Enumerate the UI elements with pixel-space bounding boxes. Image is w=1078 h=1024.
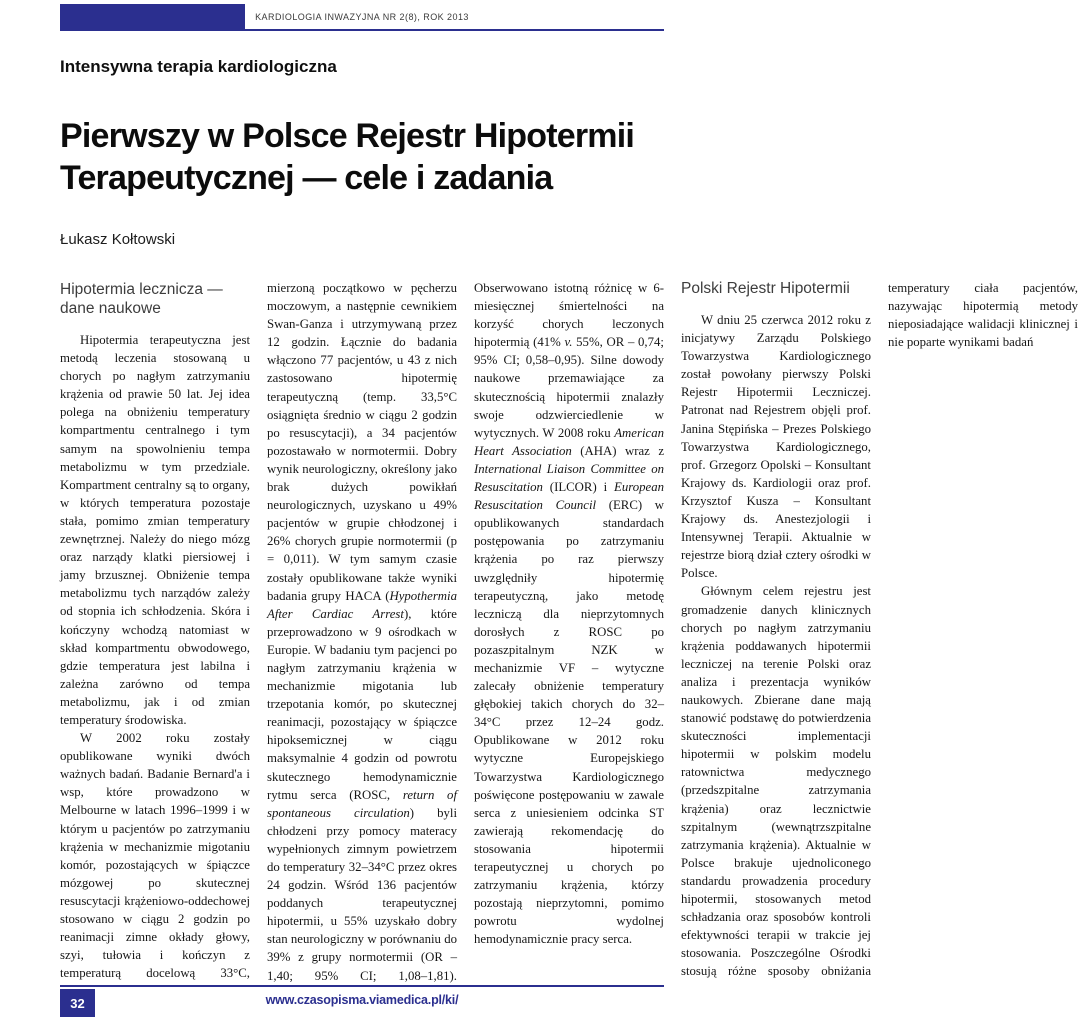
author-name: Łukasz Kołtowski [60, 231, 176, 248]
journal-title: KARDIOLOGIA INWAZYJNA NR 2(8), ROK 2013 [255, 12, 469, 22]
paragraph: Głównym celem rejestru jest gromadzenie danych klinicznych chorych po nagłym zatrzymaniu krążenia poddawanych hipotermii leczniczej na terenie Polski oraz analiza i prezentacja wyników naukowych. Zbierane dane mają stanowić podstawę do potwierdzenia skuteczności implementacji hipotermii w polskim modelu ratownictwa medycznego (przedszpitalne zatrzymania krążenia) oraz lecznictwie szpitalnym (wewnątrzszpitalne zatrzymania krążenia). Aktualnie w Polsce brakuje ujednoliconego standardu prowadzenia procedury hipotermii, stosowanych metod schładzania oraz sposobów kontroli efektywności terapii w trakcie jej stosowania. Poszczególne Ośrodki stosują różne sposoby obniżania temperatury ciała pacjentów, nazywając hipotermią metody nieposiadające walidacji klinicznej i nie poparte wynikami badań [681, 281, 1078, 979]
article-title: Pierwszy w Polsce Rejestr Hipotermii Terapeutycznej — cele i zadania [60, 117, 634, 197]
journal-header [60, 0, 664, 31]
article-body [60, 279, 1078, 985]
paragraph: Hipotermia terapeutyczna jest metodą leczenia stosowaną u chorych po nagłym zatrzymaniu krążenia od prawie 50 lat. Jej idea polega na obniżeniu temperatury kompartmentu centralnego i tym samym na spowolnieniu tempa metabolizmu w tym przedziale. Kompartment centralny są to organy, w których temperatura pozostaje stała, pomimo zmian temperatury zewnętrznej. Należy do niego mózg oraz narządy klatki piersiowej i jamy brzusznej. Obniżenie tempa metabolizmu tych narządów zależy od stopnia ich schłodzenia. Skóra i kończyny wchodzą natomiast w skład kompartmentu obwodowego, gdzie temperatura jest labilna i zależna zarówno od tempa metabolizmu, jak i od zmian temperatury środowiska. [60, 333, 250, 727]
footer [60, 985, 664, 1018]
section-label: Intensywna terapia kardiologiczna [60, 57, 337, 76]
paragraph: W 2002 roku zostały opublikowane wyniki dwóch ważnych badań. Badanie Bernard'a i wsp, które prowadzono w Melbourne w latach 1996–1999 i w którym u pacjentów po zatrzymaniu krążenia w mechanizmie migotaniu komór, pozostających w śpiączce mózgowej po skutecznej resuscytacji krążeniowo-oddechowej stosowano w ciągu 2 godzin po reanimacji zimne okłady głowy, szyi, tułowia i kończyn z temperaturą docelową 33°C, mierzoną początkowo w pęcherzu moczowym, a następnie cewnikiem Swan-Ganza i utrzymywaną przez 12 godzin. Łącznie do badania włączono 77 pacjentów, u 43 z nich zastosowano hipotermię terapeutyczną (temp. 33,5°C osiągnięta średnio w ciągu 2 godzin po resuscytacji), a 34 pacjentów pozostawało w normotermii. Dobry wynik neurologiczny, określony jako brak dużych powikłań neurologicznych, uzyskano u 49% pacjentów w grupie chłodzonej i 26% chorych grupie normotermii (p = 0,011). W tym samym czasie zostały opublikowane także wyniki badania grupy HACA (Hypothermia After Cardiac Arrest), które przeprowadzono w 9 ośrodkach w Europie. W badaniu tym pacjenci po nagłym zatrzymaniu krążenia w mechanizmie migotania lub trzepotania komór, po skutecznej reanimacji, pozostający w śpiączce hipoksemicznej w ciągu maksymalnie 4 godzin od powrotu skutecznego hemodynamicznie rytmu serca (ROSC, return of spontaneous circulation) byli chłodzeni przy pomocy materacy wypełnionych zimnym powietrzem do temperatury 32–34°C przez okres 24 godzin. Wśród 136 pacjentów poddanych terapeutycznej hipotermii, u 55% uzyskało dobry stan neurologiczny w porównaniu do 39% z grupy normotermii (OR – 1,40; 95% CI; 1,08–1,81). Obserwowano istotną różnicę w 6-miesięcznej śmiertelności na korzyść chorych leczonych hipotermią (41% v. 55%, OR – 0,74; 95% CI; 0,58–0,95). Silne dowody naukowe przemawiające za skutecznością hipotermii znalazły swoje odzwierciedlenie w wytycznych. W 2008 roku American Heart Association (AHA) wraz z International Liaison Committee on Resuscitation (ILCOR) i European Resuscitation Council (ERC) w opublikowanych standardach postępowania po zatrzymaniu krążenia po raz pierwszy uwzględniły hipotermię terapeutyczną, jako metodę leczniczą dla nieprzytomnych dorosłych z ROSC po pozaszpitalnym NZK w mechanizmie VF – wytyczne zalecały obniżenie temperatury głębokiej takich chorych do 32–34°C przez 12–24 godz. Opublikowane w 2012 roku wytyczne Europejskiego Towarzystwa Kardiologicznego poświęcone postępowaniu w zawale serca z uniesieniem odcinka ST zawierają rekomendację do stosowania hipotermii terapeutycznej u chorych po zatrzymaniu krążenia, którzy pozostają nieprzytomni, pomimo powrotu wydolnej hemodynamicznie pracy serca. [60, 281, 664, 983]
section-heading: Polski Rejestr Hipotermii [681, 280, 850, 297]
section-heading: Hipotermia lecznicza — dane naukowe [60, 281, 223, 317]
footer-url: www.czasopisma.viamedica.pl/ki/ [265, 993, 459, 1007]
paragraph: W dniu 25 czerwca 2012 roku z inicjatywy Zarządu Polskiego Towarzystwa Kardiologicznego został powołany pierwszy Polski Rejestr Hipotermii Leczniczej. Patronat nad Rejestrem objęli prof. Janina Stępińska – Prezes Polskiego Towarzystwa Kardiologicznego, prof. Grzegorz Opolski – Konsultant Krajowy ds. Kardiologii oraz prof. Krzysztof Kusza – Konsultant Krajowy ds. Anestezjologii i Intensywnej Terapii. Aktualnie w rejestrze biorą dział cztery ośrodki w Polsce. [681, 313, 871, 581]
page-number-badge: 32 [60, 989, 95, 1017]
